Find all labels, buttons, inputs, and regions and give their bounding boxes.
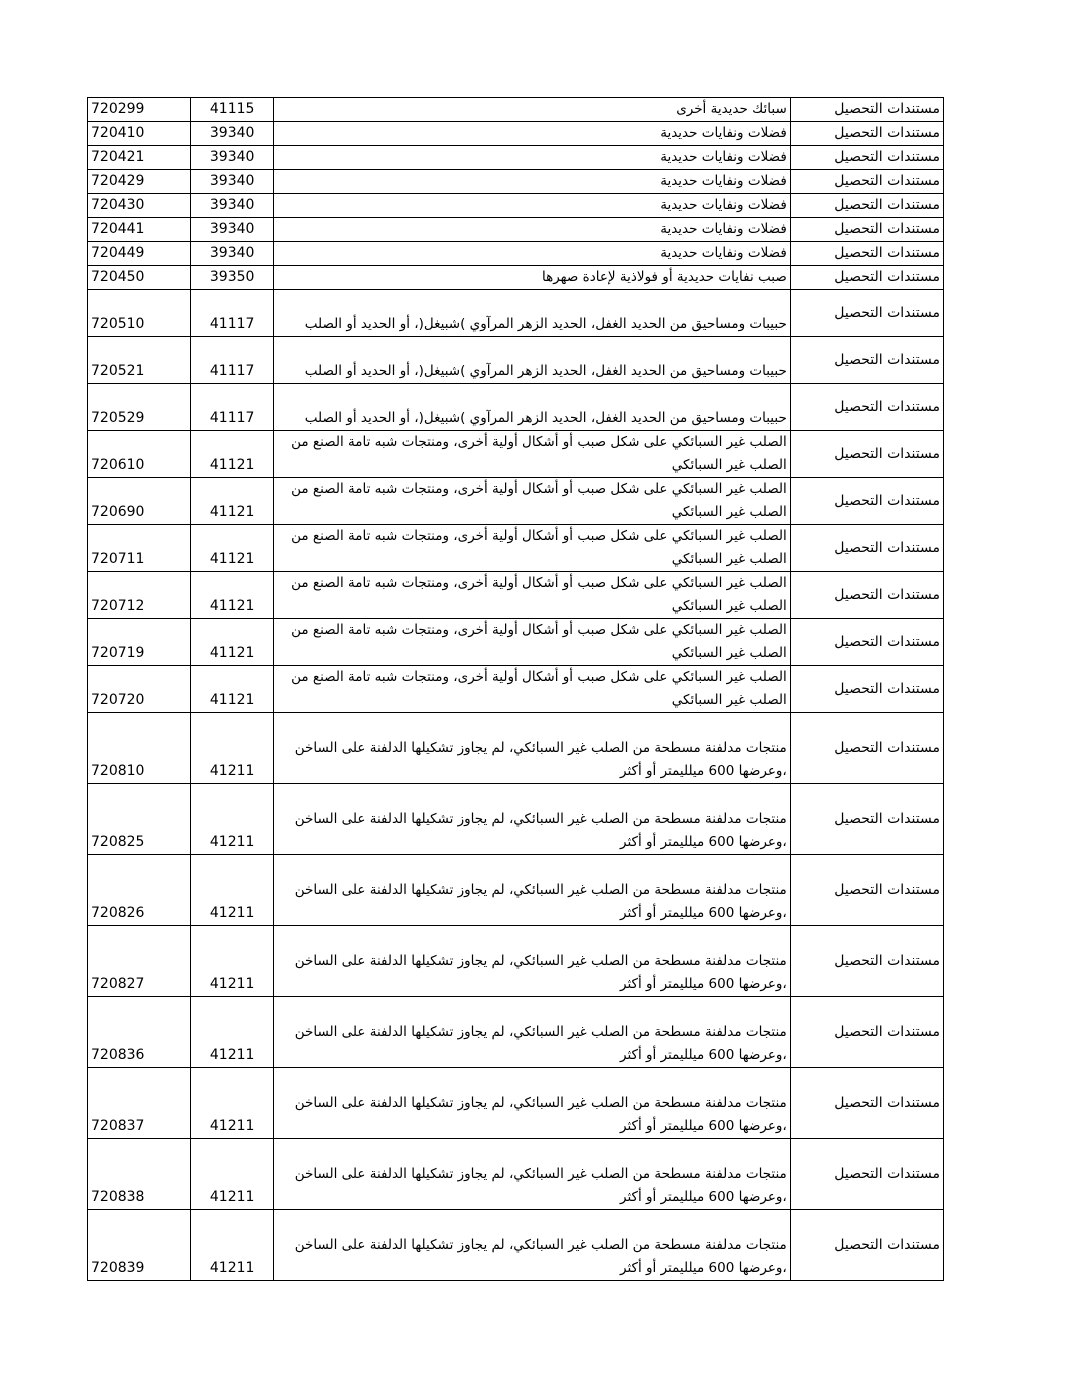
category-cell: مستندات التحصيل [790,266,943,290]
hs-code-cell: 720711 [88,525,191,572]
reference-number-cell: 41211 [191,1210,274,1281]
table-row [88,98,944,122]
category-cell: مستندات التحصيل [790,98,943,122]
reference-number-cell: 39340 [191,194,274,218]
description-cell: منتجات مدلفنة مسطحة من الصلب غير السبائكي، لم يجاوز تشكيلها الدلفنة على الساخن ،وعرضها 600 ميلليمتر أو أكثر [274,855,791,926]
table-row [88,1068,944,1139]
hs-code-cell: 720836 [88,997,191,1068]
reference-number-cell: 41117 [191,384,274,431]
category-cell: مستندات التحصيل [790,619,943,666]
description-cell: فضلات ونفايات حديدية [274,170,791,194]
hs-code-cell: 720720 [88,666,191,713]
table-row [88,266,944,290]
description-cell: حبيبات ومساحيق من الحديد الغفل، الحديد الزهر المرآوي )شبيغل(، أو الحديد أو الصلب [274,337,791,384]
category-cell: مستندات التحصيل [790,170,943,194]
category-cell: مستندات التحصيل [790,478,943,525]
category-cell: مستندات التحصيل [790,1139,943,1210]
hs-code-cell: 720421 [88,146,191,170]
table-row [88,242,944,266]
hs-code-cell: 720827 [88,926,191,997]
hs-code-cell: 720839 [88,1210,191,1281]
hs-code-cell: 720410 [88,122,191,146]
category-cell: مستندات التحصيل [790,242,943,266]
hs-code-cell: 720429 [88,170,191,194]
table-row [88,1139,944,1210]
category-cell: مستندات التحصيل [790,122,943,146]
table-row [88,926,944,997]
table-row [88,997,944,1068]
hs-code-cell: 720712 [88,572,191,619]
hs-code-cell: 720510 [88,290,191,337]
reference-number-cell: 39340 [191,218,274,242]
reference-number-cell: 41211 [191,997,274,1068]
table-row [88,170,944,194]
description-cell: منتجات مدلفنة مسطحة من الصلب غير السبائكي، لم يجاوز تشكيلها الدلفنة على الساخن ،وعرضها 600 ميلليمتر أو أكثر [274,1210,791,1281]
hs-code-cell: 720610 [88,431,191,478]
table-row [88,290,944,337]
description-cell: منتجات مدلفنة مسطحة من الصلب غير السبائكي، لم يجاوز تشكيلها الدلفنة على الساخن ،وعرضها 600 ميلليمتر أو أكثر [274,1139,791,1210]
hs-code-cell: 720837 [88,1068,191,1139]
reference-number-cell: 39340 [191,122,274,146]
category-cell: مستندات التحصيل [790,290,943,337]
category-cell: مستندات التحصيل [790,194,943,218]
category-cell: مستندات التحصيل [790,431,943,478]
category-cell: مستندات التحصيل [790,1068,943,1139]
hs-code-cell: 720826 [88,855,191,926]
description-cell: منتجات مدلفنة مسطحة من الصلب غير السبائكي، لم يجاوز تشكيلها الدلفنة على الساخن ،وعرضها 600 ميلليمتر أو أكثر [274,997,791,1068]
description-cell: سبائك حديدية أخرى [274,98,791,122]
table-row [88,478,944,525]
description-cell: الصلب غير السبائكي على شكل صبب أو أشكال أولية أخرى، ومنتجات شبه تامة الصنع من الصلب غير السبائكي [274,525,791,572]
reference-number-cell: 41117 [191,290,274,337]
description-cell: حبيبات ومساحيق من الحديد الغفل، الحديد الزهر المرآوي )شبيغل(، أو الحديد أو الصلب [274,384,791,431]
description-cell: الصلب غير السبائكي على شكل صبب أو أشكال أولية أخرى، ومنتجات شبه تامة الصنع من الصلب غير السبائكي [274,478,791,525]
hs-code-cell: 720838 [88,1139,191,1210]
hs-code-cell: 720441 [88,218,191,242]
table-row [88,525,944,572]
table-row [88,619,944,666]
reference-number-cell: 39350 [191,266,274,290]
table-row [88,855,944,926]
table-row [88,194,944,218]
reference-number-cell: 41121 [191,431,274,478]
description-cell: فضلات ونفايات حديدية [274,218,791,242]
description-cell: منتجات مدلفنة مسطحة من الصلب غير السبائكي، لم يجاوز تشكيلها الدلفنة على الساخن ،وعرضها 600 ميلليمتر أو أكثر [274,784,791,855]
reference-number-cell: 41121 [191,619,274,666]
table-row [88,784,944,855]
description-cell: الصلب غير السبائكي على شكل صبب أو أشكال أولية أخرى، ومنتجات شبه تامة الصنع من الصلب غير السبائكي [274,572,791,619]
hs-code-cell: 720450 [88,266,191,290]
category-cell: مستندات التحصيل [790,997,943,1068]
category-cell: مستندات التحصيل [790,337,943,384]
table-row [88,713,944,784]
hs-code-cell: 720529 [88,384,191,431]
hs-code-cell: 720690 [88,478,191,525]
table-row [88,337,944,384]
reference-number-cell: 41115 [191,98,274,122]
reference-number-cell: 41121 [191,525,274,572]
category-cell: مستندات التحصيل [790,784,943,855]
hs-code-cell: 720825 [88,784,191,855]
hs-code-cell: 720299 [88,98,191,122]
reference-number-cell: 41117 [191,337,274,384]
category-cell: مستندات التحصيل [790,926,943,997]
hs-code-cell: 720719 [88,619,191,666]
description-cell: الصلب غير السبائكي على شكل صبب أو أشكال أولية أخرى، ومنتجات شبه تامة الصنع من الصلب غير السبائكي [274,431,791,478]
description-cell: فضلات ونفايات حديدية [274,122,791,146]
reference-number-cell: 41211 [191,855,274,926]
hs-code-cell: 720449 [88,242,191,266]
reference-number-cell: 41211 [191,1068,274,1139]
hs-code-cell: 720430 [88,194,191,218]
category-cell: مستندات التحصيل [790,384,943,431]
description-cell: حبيبات ومساحيق من الحديد الغفل، الحديد الزهر المرآوي )شبيغل(، أو الحديد أو الصلب [274,290,791,337]
reference-number-cell: 41211 [191,784,274,855]
description-cell: منتجات مدلفنة مسطحة من الصلب غير السبائكي، لم يجاوز تشكيلها الدلفنة على الساخن ،وعرضها 600 ميلليمتر أو أكثر [274,926,791,997]
description-cell: الصلب غير السبائكي على شكل صبب أو أشكال أولية أخرى، ومنتجات شبه تامة الصنع من الصلب غير السبائكي [274,666,791,713]
table-row [88,666,944,713]
reference-number-cell: 41211 [191,1139,274,1210]
category-cell: مستندات التحصيل [790,855,943,926]
category-cell: مستندات التحصيل [790,146,943,170]
hs-code-cell: 720810 [88,713,191,784]
category-cell: مستندات التحصيل [790,1210,943,1281]
description-cell: الصلب غير السبائكي على شكل صبب أو أشكال أولية أخرى، ومنتجات شبه تامة الصنع من الصلب غير السبائكي [274,619,791,666]
reference-number-cell: 41211 [191,926,274,997]
description-cell: منتجات مدلفنة مسطحة من الصلب غير السبائكي، لم يجاوز تشكيلها الدلفنة على الساخن ،وعرضها 600 ميلليمتر أو أكثر [274,713,791,784]
reference-number-cell: 39340 [191,242,274,266]
description-cell: فضلات ونفايات حديدية [274,194,791,218]
reference-number-cell: 39340 [191,170,274,194]
reference-number-cell: 41121 [191,572,274,619]
reference-number-cell: 41121 [191,478,274,525]
description-cell: منتجات مدلفنة مسطحة من الصلب غير السبائكي، لم يجاوز تشكيلها الدلفنة على الساخن ،وعرضها 600 ميلليمتر أو أكثر [274,1068,791,1139]
table-row [88,146,944,170]
hs-code-cell: 720521 [88,337,191,384]
description-cell: فضلات ونفايات حديدية [274,242,791,266]
tariff-table [87,97,944,1281]
reference-number-cell: 39340 [191,146,274,170]
table-row [88,1210,944,1281]
category-cell: مستندات التحصيل [790,525,943,572]
table-row [88,572,944,619]
table-row [88,384,944,431]
table-row [88,122,944,146]
table-row [88,218,944,242]
description-cell: صبب نفايات حديدية أو فولاذية لإعادة صهرها [274,266,791,290]
category-cell: مستندات التحصيل [790,218,943,242]
table-body [88,98,944,1281]
reference-number-cell: 41211 [191,713,274,784]
category-cell: مستندات التحصيل [790,666,943,713]
category-cell: مستندات التحصيل [790,713,943,784]
description-cell: فضلات ونفايات حديدية [274,146,791,170]
category-cell: مستندات التحصيل [790,572,943,619]
reference-number-cell: 41121 [191,666,274,713]
table-row [88,431,944,478]
